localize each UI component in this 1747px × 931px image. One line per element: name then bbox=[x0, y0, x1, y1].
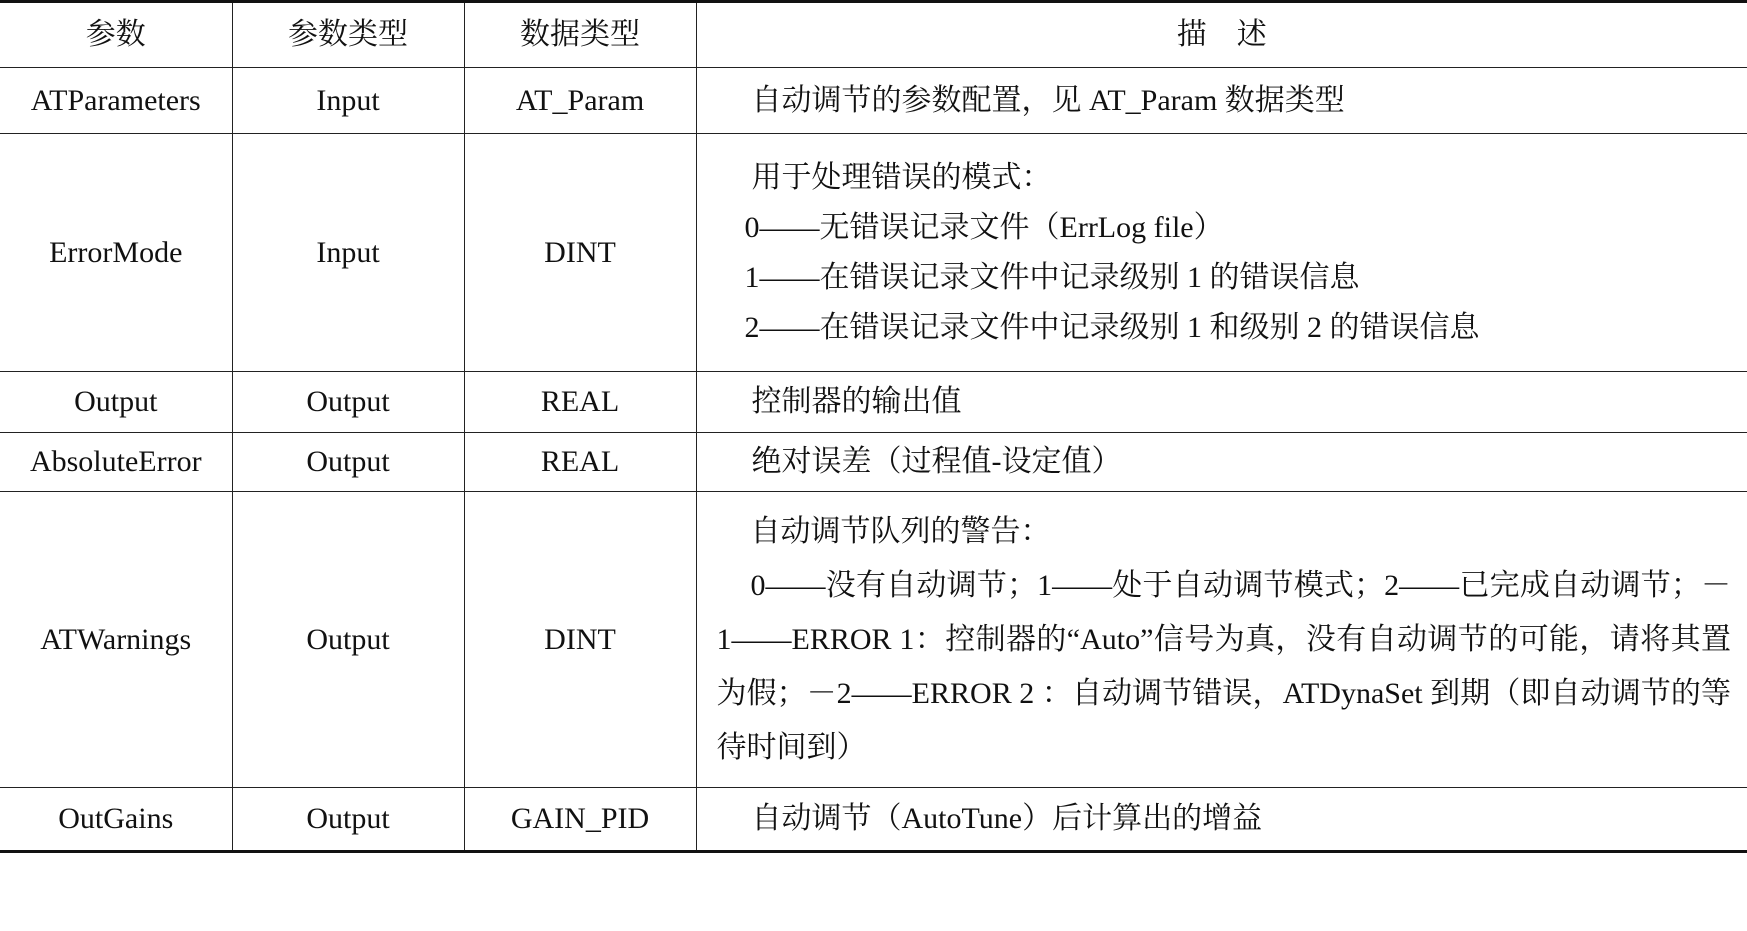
description-line: 自动调节（AutoTune）后计算出的增益 bbox=[751, 802, 1263, 835]
table-row bbox=[0, 788, 1747, 852]
description-paragraph: 0——没有自动调节；1——处于自动调节模式；2——已完成自动调节；－1——ERROR 1：控制器的“Auto”信号为真，没有自动调节的可能，请将其置为假；－2——ERROR 2 ：自动调节错误，ATDynaSet 到期（即自动调节的等待时间到） bbox=[716, 568, 1731, 764]
cell-data-type: REAL bbox=[464, 372, 696, 433]
description-line: 自动调节的参数配置，见 AT_Param 数据类型 bbox=[751, 83, 1345, 117]
cell-data-type: DINT bbox=[464, 134, 696, 372]
header-description: 描 述 bbox=[696, 2, 1747, 68]
table-row bbox=[0, 433, 1747, 492]
cell-param: ATParameters bbox=[0, 68, 232, 134]
header-data-type: 数据类型 bbox=[464, 2, 696, 68]
cell-param: Output bbox=[0, 372, 232, 433]
description-line: 自动调节队列的警告： bbox=[750, 514, 1051, 548]
cell-param: ErrorMode bbox=[0, 134, 232, 372]
cell-description bbox=[696, 433, 1747, 492]
cell-data-type: REAL bbox=[464, 433, 696, 492]
cell-param: ATWarnings bbox=[0, 492, 232, 788]
cell-param: AbsoluteError bbox=[0, 433, 232, 492]
cell-data-type: AT_Param bbox=[464, 68, 696, 134]
description-block bbox=[697, 505, 1747, 775]
description-line: 绝对误差（过程值-设定值） bbox=[751, 445, 1122, 478]
cell-param-type: Input bbox=[232, 134, 464, 372]
cell-param-type: Output bbox=[232, 433, 464, 492]
cell-description bbox=[696, 134, 1747, 372]
cell-description bbox=[696, 372, 1747, 433]
header-param-type: 参数类型 bbox=[232, 2, 464, 68]
cell-data-type: GAIN_PID bbox=[464, 788, 696, 852]
cell-param-type: Output bbox=[232, 788, 464, 852]
table-row bbox=[0, 68, 1747, 134]
description-line: 1——在错误记录文件中记录级别 1 的错误信息 bbox=[744, 260, 1360, 294]
table-header-row bbox=[0, 2, 1747, 68]
cell-description bbox=[696, 68, 1747, 134]
cell-description bbox=[696, 788, 1747, 852]
cell-param: OutGains bbox=[0, 788, 232, 852]
table-row bbox=[0, 492, 1747, 788]
table-row bbox=[0, 372, 1747, 433]
cell-param-type: Output bbox=[232, 372, 464, 433]
description-line: 2——在错误记录文件中记录级别 1 和级别 2 的错误信息 bbox=[744, 310, 1480, 344]
description-line: 0——无错误记录文件（ErrLog file） bbox=[744, 210, 1224, 244]
table-row bbox=[0, 134, 1747, 372]
cell-param-type: Output bbox=[232, 492, 464, 788]
cell-description bbox=[696, 492, 1747, 788]
cell-data-type: DINT bbox=[464, 492, 696, 788]
cell-param-type: Input bbox=[232, 68, 464, 134]
description-line: 控制器的输出值 bbox=[751, 385, 962, 418]
description-line: 用于处理错误的模式： bbox=[751, 160, 1052, 194]
header-param: 参数 bbox=[0, 2, 232, 68]
